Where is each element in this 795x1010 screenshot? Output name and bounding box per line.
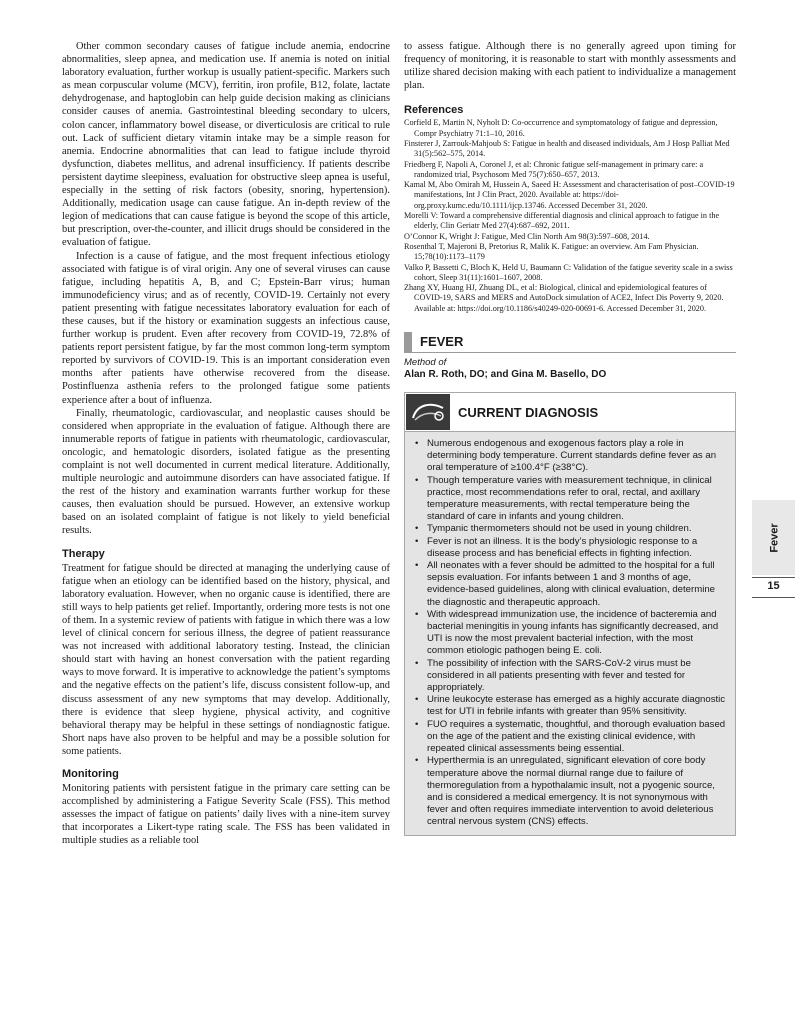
current-diagnosis-title: CURRENT DIAGNOSIS [458, 404, 599, 420]
references-heading: References [404, 104, 464, 117]
page-number: 15 [767, 580, 780, 592]
current-diagnosis-box [404, 392, 736, 836]
diagnosis-item: • Hyperthermia is an unregulated, significant elevation of core body temperature above the normal diurnal range due to failure of thermoregulation from a hypothalamic insult, not a pyogenic source, and is considered a medical emergency. It is not synonymous with fever and often requires immediate intervention to avoid deleterious central nervous system (CNS) effects. [427, 755, 727, 828]
chapter-tab-text: Fever [768, 523, 781, 553]
diagnosis-item: • FUO requires a systematic, thoughtful, and thorough evaluation based on the age of the patient and the existing clinical evidence, with repeated clinical assessments being essential. [427, 719, 727, 756]
therapy-paragraph: Treatment for fatigue should be directed at managing the underlying cause of fatigue when an etiology can be identified based on the history, physical, and laboratory evaluation. However, when no organic cause is identified, there are still ways to help patients get relief. Importantly, ordering more tests is not one of them. In a systemic review of patients with fatigue in which there was a low level of clinical concern for serious illness, the degree of patient reassurance was not increased with additional laboratory testing. Instead, the clinician should start with having an honest conversation with the patient regarding ways to move forward. It is imperative to acknowledge the patient’s symptoms and the negative effects on the patient’s life, discuss consistent follow-up, and discuss assessment of any new symptoms that may develop. Additionally, there is evidence that sleep hygiene, physical activity, and cognitive behavioral therapy may be helpful in these settings of nondiagnostic fatigue. Short naps have also proven to be helpful and may be a possible solution for some patients. [62, 562, 390, 757]
chapter-tab-label [760, 518, 790, 558]
reference-item: Valko P, Bassetti C, Bloch K, Held U, Baumann C: Validation of the fatigue severity scale in a swiss cohort, Sleep 31(11):1601–1607, 2008. [404, 262, 733, 282]
left-column [62, 40, 390, 847]
stethoscope-icon [406, 394, 450, 430]
diagnosis-item: • With widespread immunization use, the incidence of bacteremia and bacterial meningitis in young infants has significantly decreased, and UTI is now the most prevalent bacterial infection, with the most common etiologic pathogen being E. coli. [427, 609, 727, 658]
reference-item: Kamal M, Abo Omirah M, Hussein A, Saeed H: Assessment and characterisation of post–COVID-19 manifestations, Int J Clin Pract, 2020. Available at: https://doi-org.proxy.kumc.edu/10.1111/ijcp.13746. Accessed December 31, 2020. [404, 180, 735, 210]
authors: Alan R. Roth, DO; and Gina M. Basello, DO [404, 369, 607, 381]
diagnosis-item: • Tympanic thermometers should not be used in young children. [427, 523, 727, 535]
reference-item: Zhang XY, Huang HJ, Zhuang DL, et al: Biological, clinical and epidemiological features of COVID-19, SARS and MERS and AutoDock simulation of ACE2, Infect Dis Poverty 9, 2020. Available at: https://doi.org/10.1186/s40249-020-00691-6. Accessed December 31, 2020. [404, 283, 724, 313]
reference-item: Finsterer J, Zarrouk-Mahjoub S: Fatigue in health and diseased individuals, Am J Hosp Palliat Med 31(5):562–575, 2014. [404, 138, 730, 159]
diagnosis-item: • The possibility of infection with the SARS-CoV-2 virus must be considered in all patients presenting with fever and tested for appropriately. [427, 658, 727, 695]
body-paragraph: Infection is a cause of fatigue, and the most frequent infectious etiology associated with fatigue is of viral origin. Any one of several viruses can cause fatigue, including hepatitis A, B, and C; Epstein-Barr virus; human immunodeficiency virus; and as of recently, COVID-19. Certainly not every patient presenting with fatigue necessitates laboratory evaluation for each of these causes, but if the history or examination suggests an infectious cause, further workup is prudent. Even after recovery from COVID-19, 72.8% of patients report persistent fatigue, by far the most common long-term symptom reported by survivors of COVID-19. This is an important consideration even months after patients have otherwise recovered from the disease. Postinfluenza asthenia refers to the prolonged fatigue some patients experience after a bout of influenza. [62, 250, 390, 406]
reference-item: Corfield E, Martin N, Nyholt D: Co-occurrence and symptomatology of fatigue and depression, Compr Psychiatry 71:1–10, 2016. [404, 118, 718, 138]
therapy-heading: Therapy [62, 547, 105, 560]
reference-item: O’Connor K, Wright J: Fatigue, Med Clin North Am 98(3):597–608, 2014. [404, 231, 650, 241]
section-marker-bar [404, 332, 412, 352]
monitoring-heading: Monitoring [62, 767, 119, 780]
diagnosis-item: • Though temperature varies with measurement technique, in clinical practice, most recommendations refer to oral, rectal, and axillary temperature measurements, with rectal temperature being the standard of care in infants and young children. [427, 475, 727, 524]
references-list [404, 118, 736, 314]
page-number-rule [752, 577, 795, 578]
fever-section-header [404, 332, 736, 352]
right-column [404, 40, 736, 836]
diagnosis-item: • All neonates with a fever should be admitted to the hospital for a full sepsis evaluation. For infants between 1 and 3 months of age, evidence-based guidelines, along with clinical evaluation, determine the diagnostic and therapeutic approach. [427, 560, 727, 609]
diagnosis-item: • Urine leukocyte esterase has emerged as a highly accurate diagnostic test for UTI in febrile infants with greater than 95% sensitivity. [427, 694, 727, 718]
diagnosis-item: • Numerous endogenous and exogenous factors play a role in determining body temperature. Current standards define fever as an oral temperature of ≥100.4°F (≥38°C). [427, 438, 727, 475]
section-divider [404, 352, 736, 353]
method-of-label: Method of [404, 357, 447, 369]
fever-title: FEVER [420, 334, 464, 350]
reference-item: Rosenthal T, Majeroni B, Pretorius R, Malik K. Fatigue: an overview. Am Fam Physician. 15;78(10):1173–1179 [404, 241, 699, 262]
monitoring-continued: to assess fatigue. Although there is no generally agreed upon timing for frequency of monitoring, it is reasonable to start with monthly assessments and utilize shared decision making with each patient to individualize a management plan. [404, 41, 736, 92]
page-number-rule [752, 597, 795, 598]
diagnosis-list [405, 432, 735, 835]
reference-item: Friedberg F, Napoli A, Coronel J, et al: Chronic fatigue self-management in primary care: a randomized trial, Psychosom Med 75(7):650–657, 2013. [404, 159, 704, 179]
monitoring-paragraph: Monitoring patients with persistent fatigue in the primary care setting can be accomplished by administering a Fatigue Severity Scale (FSS). This method assesses the impact of fatigue on patients’ daily lives with a nine-item survey that incorporates a Likert-type rating scale. The FSS has been validated in multiple studies as a reliable tool [62, 782, 390, 847]
reference-item: Morelli V: Toward a comprehensive differential diagnosis and clinical approach to fatigue in the elderly, Clin Geriatr Med 27(4):687–692, 2011. [404, 211, 720, 231]
diagnosis-item: • Fever is not an illness. It is the body’s physiologic response to a disease process and has beneficial effects in fighting infection. [427, 536, 727, 560]
body-paragraph: Finally, rheumatologic, cardiovascular, and neoplastic causes should be considered when appropriate in the evaluation of fatigue. Although there are innumerable reports of fatigue in patients with rheumatologic, cardiovascular, oncologic, and hematologic disorders, isolated fatigue as the presenting complaint is not well documented in current medical literature. Additionally, multiple neurologic and autoimmune disorders can have associated fatigue. If the rest of the history and examination warrants further workup for these causes, then evaluation should be pursued. However, an extensive workup based on an isolated complaint of fatigue is not likely to yield beneficial results. [62, 407, 390, 537]
current-diagnosis-header [405, 393, 735, 432]
body-paragraph: Other common secondary causes of fatigue include anemia, endocrine abnormalities, sleep apnea, and medication use. If anemia is noted on initial laboratory evaluation, further workup is usually patient-specific. Markers such as mean corpuscular volume (MCV), ferritin, iron profile, B12, folate, lactate dehydrogenase, and haptoglobin can help guide decision making as clinicians consider causes of anemia. Gastrointestinal bleeding secondary to ulcers, colon cancer, inflammatory bowel disease, or diverticulosis are critical to rule out. Lack of sufficient dietary vitamin intake may be a simple reason for anemia. Endocrine abnormalities that can lead to fatigue include thyroid dysfunction, diabetes mellitus, and adrenal insufficiency. If patients describe persistent daytime sleepiness, evaluation for obstructive sleep apnea is useful, especially in the setting of risk factors (obesity, snoring, hypertension). Additionally, medication usage can cause fatigue. An in-depth review of the legion of medications that can cause fatigue is beyond the scope of this article, but prescription, over-the-counter, and illicit drugs should be considered in the evaluation of fatigue. [62, 41, 390, 249]
